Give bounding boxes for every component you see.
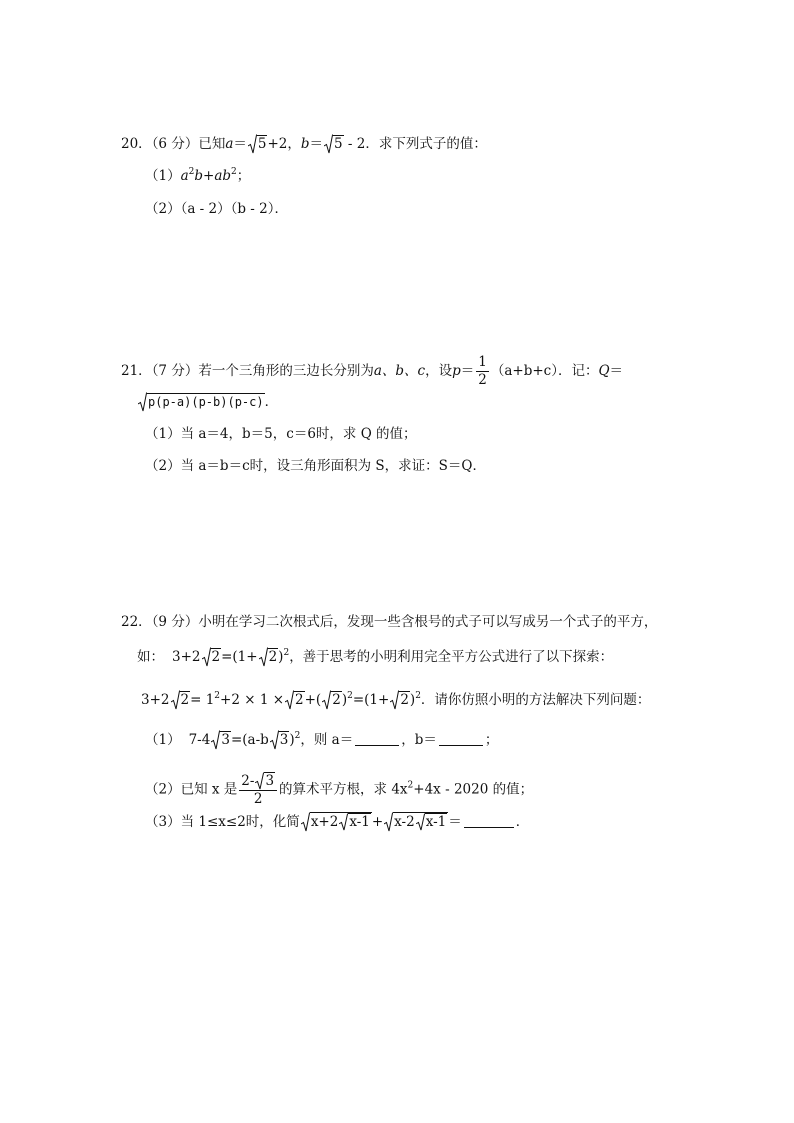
- sqrt-3: [255, 772, 275, 790]
- exponent: 2: [347, 691, 353, 701]
- radicand: [393, 812, 448, 831]
- numerator: 1: [478, 354, 487, 370]
- sqrt-2: [171, 690, 191, 710]
- text: +4x - 2020 的值；: [413, 781, 534, 798]
- question-number: 22．: [121, 614, 152, 630]
- expr: b+ab: [194, 168, 232, 184]
- expr: +2 × 1 ×: [220, 692, 285, 708]
- exponent: 2: [214, 691, 221, 701]
- sqrt-inner: [339, 813, 371, 831]
- text: 已知: [198, 136, 226, 152]
- score: （7 分）: [151, 363, 199, 379]
- question-20-part-2: [145, 199, 288, 219]
- radicand: 3: [265, 773, 275, 789]
- sqrt-outer-1: [301, 812, 372, 832]
- sqrt-2: [322, 690, 342, 710]
- radicand: 3: [221, 732, 230, 748]
- question-20-stem: [121, 134, 487, 154]
- text: - 2．求下列式子的值：: [343, 136, 487, 152]
- sqrt-2: [390, 690, 410, 710]
- denominator: 2: [253, 791, 263, 807]
- question-22-part-2: [145, 772, 533, 808]
- text: 当 a＝4，b＝5，c＝6时，求 Q 的值；: [180, 426, 417, 442]
- sqrt-2: [285, 690, 305, 710]
- sqrt-2: [259, 647, 279, 667]
- radicand: [310, 812, 372, 831]
- score: （6 分）: [151, 136, 199, 152]
- fraction-2-minus-sqrt3-over-2: [239, 772, 277, 808]
- sqrt-inner: [416, 813, 448, 831]
- radicand: 2: [332, 692, 341, 708]
- text: ＝: [233, 136, 247, 152]
- part-label: （2）: [145, 781, 181, 798]
- expr: x+2: [310, 814, 339, 830]
- var-b: b: [300, 136, 310, 152]
- text: ．记：: [557, 363, 599, 379]
- radicand: p(p-a)(p-b)(p-c): [148, 395, 264, 409]
- expr: = 1: [190, 692, 215, 708]
- denominator: 2: [478, 372, 487, 388]
- expr: +(: [304, 692, 322, 708]
- radicand: 5: [257, 136, 267, 152]
- question-21-formula: [137, 392, 278, 412]
- text: ＝: [460, 363, 475, 379]
- part-label: （1）: [145, 732, 181, 748]
- text: ；: [484, 732, 499, 748]
- answer-blank-b[interactable]: [439, 733, 483, 746]
- text: ＝: [609, 363, 624, 379]
- expr: 7-4: [188, 732, 211, 748]
- radicand: 3: [279, 732, 289, 748]
- question-21-part-2: [145, 456, 486, 476]
- text: 当 1≤x≤2时，化简: [180, 814, 300, 830]
- text: 若一个三角形的三边长分别为: [198, 363, 374, 379]
- expr: ): [278, 649, 284, 665]
- var-p: p: [452, 363, 461, 379]
- exponent: 2: [294, 731, 301, 741]
- question-22-line-3: [141, 690, 650, 710]
- part-label: （2）: [145, 201, 181, 217]
- exponent: 2: [231, 167, 237, 177]
- text: 当 a＝b＝c时，设三角形面积为 S，求证：S＝Q．: [180, 458, 486, 474]
- part-label: （2）: [145, 458, 181, 474]
- expr: a: [180, 168, 189, 184]
- text: ．请你仿照小明的方法解决下列问题：: [420, 692, 651, 708]
- numerator: [239, 772, 277, 791]
- text: 已知 x 是: [180, 781, 238, 798]
- var-q: Q: [598, 363, 610, 379]
- exponent: 2: [283, 648, 290, 658]
- question-22-stem: [121, 612, 657, 632]
- expr: =(1+: [221, 649, 258, 665]
- radicand: 2: [268, 649, 278, 665]
- exponent: 2: [407, 780, 414, 791]
- radicand: 2: [295, 692, 304, 708]
- text: ，设: [425, 363, 453, 379]
- expr: =(1+: [352, 692, 390, 708]
- text: ＝: [309, 136, 324, 152]
- text: 如：: [137, 649, 164, 665]
- text: 的算术平方根，求 4x: [279, 781, 408, 798]
- sqrt-5: [324, 134, 344, 154]
- text: （a+b+c）: [490, 363, 558, 379]
- sqrt-heron: [138, 392, 265, 412]
- sqrt-outer-2: [384, 812, 448, 832]
- expr: ): [289, 732, 295, 748]
- radicand: 2: [400, 692, 409, 708]
- question-22-line-2: [137, 647, 613, 667]
- part-label: （3）: [145, 814, 181, 830]
- expr: x-2: [394, 814, 415, 830]
- expr: 3+2: [172, 649, 201, 665]
- radicand: 2: [211, 649, 221, 665]
- expr: =(a-b: [230, 732, 269, 748]
- sqrt-3: [211, 730, 231, 750]
- radicand: x-1: [425, 814, 447, 830]
- exponent: 2: [415, 691, 421, 701]
- answer-blank-a[interactable]: [355, 733, 399, 746]
- text: +2，: [267, 136, 301, 152]
- answer-blank-simplify[interactable]: [464, 815, 514, 828]
- sqrt-3: [270, 730, 290, 750]
- question-number: 21．: [121, 363, 152, 379]
- expr: ): [409, 692, 416, 708]
- sqrt-2: [202, 647, 222, 667]
- text: ，善于思考的小明利用完全平方公式进行了以下探索：: [289, 649, 614, 665]
- part-label: （1）: [145, 168, 181, 184]
- question-22-part-3: [145, 812, 529, 832]
- part-label: （1）: [145, 426, 181, 442]
- text: ，则 a＝: [300, 732, 354, 748]
- question-21-part-1: [145, 424, 417, 444]
- question-number: 20．: [121, 136, 152, 152]
- score: （9 分）: [151, 614, 199, 630]
- text: ，b＝: [401, 732, 437, 748]
- var-a: a: [225, 136, 234, 152]
- expr: （a - 2）（b - 2）．: [180, 201, 289, 217]
- question-21-stem: [121, 354, 623, 389]
- expr: 3+2: [141, 692, 170, 708]
- sqrt-5: [248, 134, 268, 154]
- radicand: x-1: [349, 814, 370, 830]
- radicand: 2: [180, 692, 190, 708]
- expr: 2-: [241, 773, 255, 789]
- text: ．: [264, 394, 279, 410]
- question-20-part-1: [145, 166, 250, 186]
- fraction-one-half: [476, 354, 489, 389]
- text: ＝: [448, 814, 462, 830]
- expr: ): [341, 692, 348, 708]
- text: +: [371, 814, 384, 830]
- vars: a、b、c: [373, 363, 426, 379]
- radicand: 5: [334, 136, 343, 152]
- question-22-part-1: [145, 730, 498, 750]
- text: 小明在学习二次根式后，发现一些含根号的式子可以写成另一个式子的平方，: [198, 614, 658, 630]
- exponent: 2: [188, 167, 195, 177]
- text: ；: [236, 168, 251, 184]
- text: ．: [515, 814, 530, 830]
